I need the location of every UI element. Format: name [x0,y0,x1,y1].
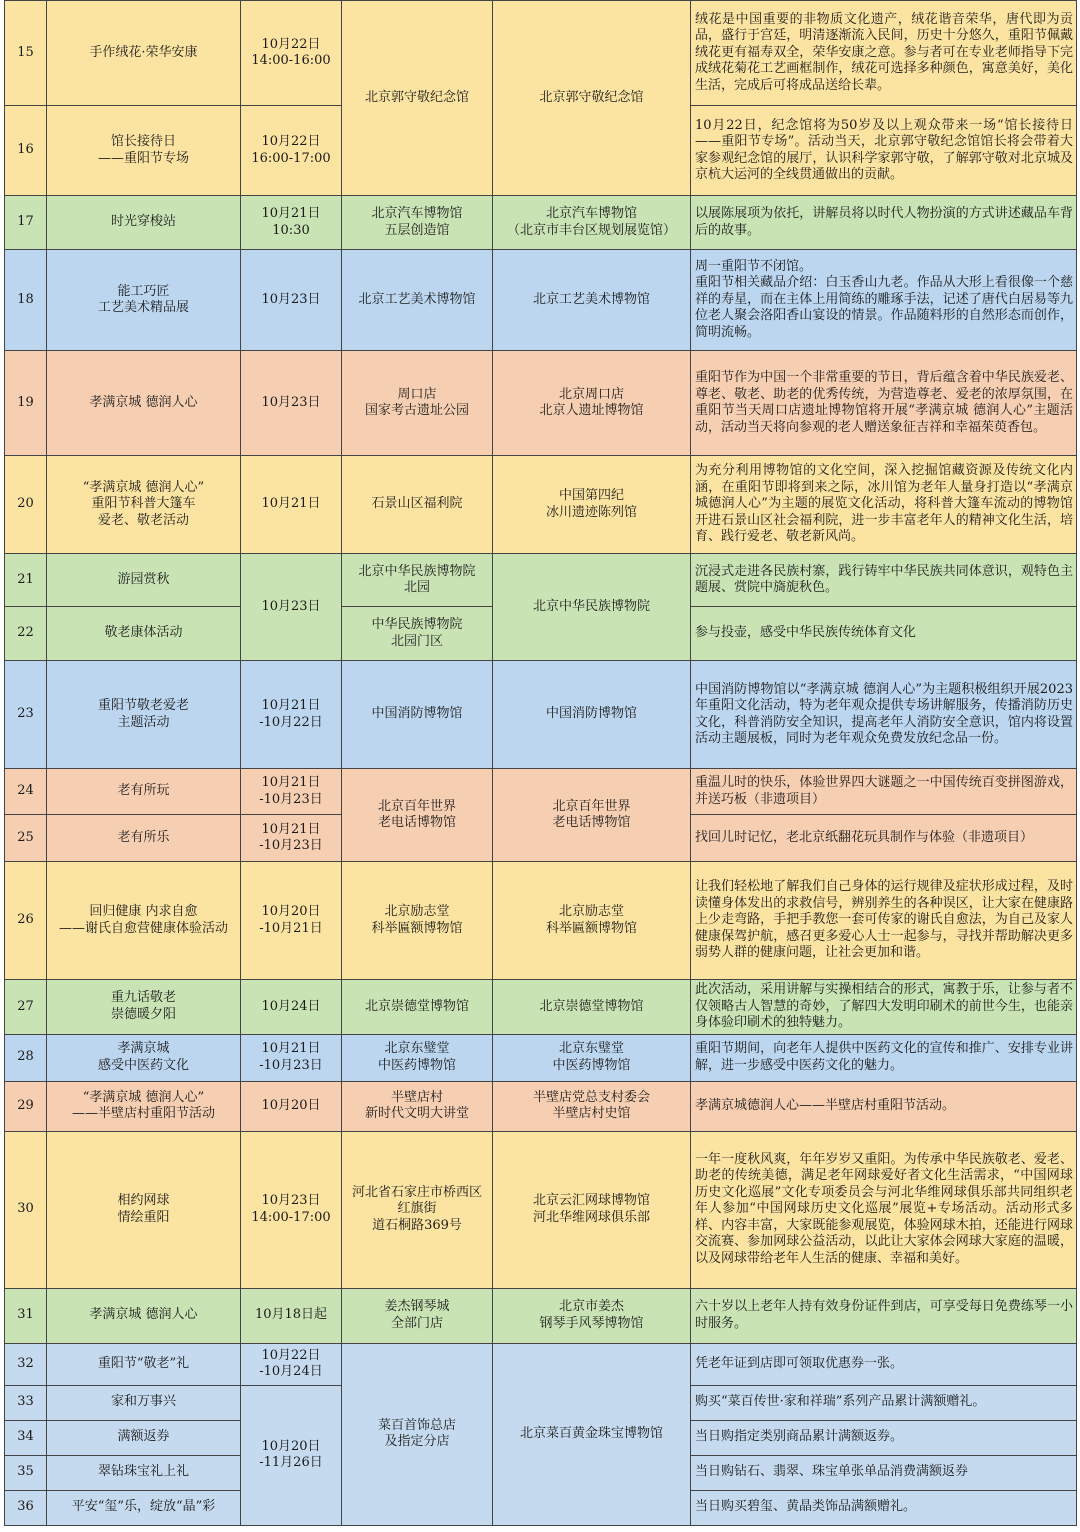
row-number: 20 [5,456,47,554]
activity-description: 重温儿时的快乐，体验世界四大谜题之一中国传统百变拼图游戏， 并送巧板（非遗项目） [691,769,1077,815]
table-row [5,1131,1077,1288]
activity-time: 10月21日 -10月23日 [241,815,342,862]
activity-table [4,0,1077,1526]
table-row [5,1,1077,106]
organizer: 中国第四纪 冰川遗迹陈列馆 [493,456,691,554]
activity-name: “孝满京城 德润人心” ——半壁店村重阳节活动 [47,1081,241,1131]
activity-name: 老有所玩 [47,769,241,815]
activity-place: 河北省石家庄市桥西区 红旗街 道石桐路369号 [342,1131,493,1288]
activity-time: 10月22日 16:00-17:00 [241,106,342,196]
row-number: 34 [5,1420,47,1455]
activity-place: 菜百首饰总店 及指定分店 [342,1343,493,1525]
activity-description: 六十岁以上老年人持有效身份证件到店，可享受每日免费练琴一小时服务。 [691,1288,1077,1343]
activity-time: 10月22日 14:00-16:00 [241,1,342,106]
activity-description: 当日购指定类别商品累计满额返券。 [691,1420,1077,1455]
row-number: 24 [5,769,47,815]
row-number: 25 [5,815,47,862]
table-row [5,554,1077,607]
table-row [5,196,1077,250]
activity-description: 中国消防博物馆以“孝满京城 德润人心”为主题积极组织开展2023年重阳文化活动，特为老年观众提供专场讲解服务，传播消防历史文化，科普消防安全知识，提高老年人消防安全意识，馆内将设置活动主题展板，同时为老年观众免费发放纪念品一份。 [691,661,1077,769]
organizer: 北京中华民族博物院 [493,554,691,661]
activity-name: 敬老康体活动 [47,607,241,661]
activity-description: 此次活动，采用讲解与实操相结合的形式，寓教于乐，让参与者不仅领略古人智慧的奇妙，了解四大发明印刷术的前世今生，也能亲身体验印刷术的独特魅力。 [691,980,1077,1035]
activity-place: 北京崇德堂博物馆 [342,980,493,1035]
activity-place: 北京百年世界 老电话博物馆 [342,769,493,862]
activity-time: 10月23日 [241,554,342,661]
row-number: 35 [5,1455,47,1490]
table-row [5,769,1077,815]
table-row [5,456,1077,554]
activity-name: 孝满京城 德润人心 [47,1288,241,1343]
table-row [5,250,1077,351]
activity-time: 10月21日 -10月22日 [241,661,342,769]
activity-time: 10月21日 [241,456,342,554]
table-row [5,980,1077,1035]
row-number: 22 [5,607,47,661]
activity-description: 重阳节作为中国一个非常重要的节日，背后蕴含着中华民族爱老、尊老、敬老、助老的优秀传统，为营造尊老、爱老的浓厚氛围，在重阳节当天周口店遗址博物馆将开展“孝满京城 德润人心”主题活动，活动当天将向参观的老人赠送象征吉祥和幸福茱萸香包。 [691,351,1077,456]
activity-name: 翠钻珠宝礼上礼 [47,1455,241,1490]
table-row [5,1081,1077,1131]
activity-place: 中华民族博物院 北园门区 [342,607,493,661]
row-number: 32 [5,1343,47,1385]
activity-place: 北京汽车博物馆 五层创造馆 [342,196,493,250]
row-number: 26 [5,862,47,980]
row-number: 28 [5,1034,47,1081]
activity-description: 为充分利用博物馆的文化空间，深入挖掘馆藏资源及传统文化内涵，在重阳节即将到来之际，冰川馆为老年人量身打造以“孝满京城德润人心”为主题的展览文化活动，将科普大篷车流动的博物馆开进石景山区社会福利院，进一步丰富老年人的精神文化生活，培育、践行爱老、敬老新风尚。 [691,456,1077,554]
activity-time: 10月23日 [241,351,342,456]
activity-place: 石景山区福利院 [342,456,493,554]
table-row [5,661,1077,769]
row-number: 33 [5,1385,47,1420]
activity-place: 周口店 国家考古遗址公园 [342,351,493,456]
activity-description: 一年一度秋风爽，年年岁岁又重阳。为传承中华民族敬老、爱老、助老的传统美德，满足老年网球爱好者文化生活需求，“中国网球历史文化巡展”文化专项委员会与河北华维网球俱乐部共同组织老年人参加“中国网球历史文化巡展”展览+专场活动。活动形式多样、内容丰富，大家既能参观展览，体验网球木拍，还能进行网球交流赛、参加网球公益活动，以此让大家体会网球大家庭的温暖，以及网球带给老年人生活的健康、幸福和美好。 [691,1131,1077,1288]
organizer: 北京工艺美术博物馆 [493,250,691,351]
activity-name: 时光穿梭站 [47,196,241,250]
row-number: 23 [5,661,47,769]
row-number: 27 [5,980,47,1035]
activity-time: 10月23日 14:00-17:00 [241,1131,342,1288]
activity-name: 孝满京城 感受中医药文化 [47,1034,241,1081]
organizer: 北京周口店 北京人遗址博物馆 [493,351,691,456]
activity-description: 沉浸式走进各民族村寨，践行铸牢中华民族共同体意识，观特色主题展、赏院中旖旎秋色。 [691,554,1077,607]
table-row [5,862,1077,980]
activity-name: 孝满京城 德润人心 [47,351,241,456]
activity-place: 北京工艺美术博物馆 [342,250,493,351]
activity-name: 回归健康 内求自愈 ——谢氏自愈营健康体验活动 [47,862,241,980]
activity-description: 参与投壶，感受中华民族传统体育文化 [691,607,1077,661]
organizer: 中国消防博物馆 [493,661,691,769]
activity-description: 以展陈展项为依托，讲解员将以时代人物扮演的方式讲述藏品车背后的故事。 [691,196,1077,250]
activity-description: 找回儿时记忆，老北京纸翻花玩具制作与体验（非遗项目） [691,815,1077,862]
organizer: 北京云汇网球博物馆 河北华维网球俱乐部 [493,1131,691,1288]
activity-description: 让我们轻松地了解我们自己身体的运行规律及症状形成过程，及时读懂身体发出的求救信号，辨别养生的各种误区，让大家在健康路上少走弯路，手把手教您一套可传家的谢氏自愈法，为自己及家人健康保驾护航，感召更多爱心人士一起参与，寻找并帮助解决更多弱势人群的健康问题，让社会更加和谐。 [691,862,1077,980]
activity-name: 能工巧匠 工艺美术精品展 [47,250,241,351]
activity-description: 周一重阳节不闭馆。 重阳节相关藏品介绍：白玉香山九老。作品从大形上看很像一个慈祥的寿星，而在主体上用简练的雕琢手法，记述了唐代白居易等九位老人聚会洛阳香山宴设的情景。作品随料形的自然形态而创作，简明流畅。 [691,250,1077,351]
activity-time: 10月20日 -11月26日 [241,1385,342,1525]
activity-time: 10月23日 [241,250,342,351]
activity-place: 姜杰钢琴城 全部门店 [342,1288,493,1343]
row-number: 29 [5,1081,47,1131]
activity-place: 北京郭守敬纪念馆 [342,1,493,196]
activity-name: 满额返券 [47,1420,241,1455]
table-row [5,1288,1077,1343]
activity-description: 绒花是中国重要的非物质文化遗产，绒花谐音荣华，唐代即为贡品，盛行于宫廷，明清逐渐流入民间，历史十分悠久，重阳节佩戴绒花更有福寿双全，荣华安康之意。参与者可在专业老师指导下完成绒花菊花工艺画框制作，绒花可选择多种颜色，寓意美好，美化生活，完成后可将成品送给长辈。 [691,1,1077,106]
organizer: 半壁店党总支村委会 半壁店村史馆 [493,1081,691,1131]
table-row [5,1343,1077,1385]
activity-description: 凭老年证到店即可领取优惠券一张。 [691,1343,1077,1385]
activity-place: 北京东璧堂 中医药博物馆 [342,1034,493,1081]
organizer: 北京百年世界 老电话博物馆 [493,769,691,862]
activity-description: 10月22日，纪念馆将为50岁及以上观众带来一场“馆长接待日——重阳节专场”。活动当天，北京郭守敬纪念馆馆长将会带着大家参观纪念馆的展厅，认识科学家郭守敬，了解郭守敬对北京城及京杭大运河的全线贯通做出的贡献。 [691,106,1077,196]
activity-time: 10月21日 10:30 [241,196,342,250]
row-number: 36 [5,1490,47,1525]
activity-place: 半壁店村 新时代文明大讲堂 [342,1081,493,1131]
activity-name: 重阳节“敬老”礼 [47,1343,241,1385]
activity-time: 10月22日 -10月24日 [241,1343,342,1385]
activity-name: “孝满京城 德润人心” 重阳节科普大篷车 爱老、敬老活动 [47,456,241,554]
activity-time: 10月24日 [241,980,342,1035]
activity-name: 游园赏秋 [47,554,241,607]
activity-time: 10月18日起 [241,1288,342,1343]
activity-name: 平安“玺”乐，绽放“晶”彩 [47,1490,241,1525]
table-row [5,351,1077,456]
activity-time: 10月21日 -10月23日 [241,769,342,815]
row-number: 19 [5,351,47,456]
organizer: 北京励志堂 科举匾额博物馆 [493,862,691,980]
row-number: 18 [5,250,47,351]
activity-time: 10月20日 -10月21日 [241,862,342,980]
activity-place: 中国消防博物馆 [342,661,493,769]
organizer: 北京菜百黄金珠宝博物馆 [493,1343,691,1525]
activity-description: 购买“菜百传世·家和祥瑞”系列产品累计满额赠礼。 [691,1385,1077,1420]
activity-description: 当日购买碧玺、黄晶类饰品满额赠礼。 [691,1490,1077,1525]
row-number: 15 [5,1,47,106]
activity-name: 馆长接待日 ——重阳节专场 [47,106,241,196]
activity-place: 北京励志堂 科举匾额博物馆 [342,862,493,980]
activity-name: 手作绒花·荣华安康 [47,1,241,106]
activity-time: 10月20日 [241,1081,342,1131]
activity-name: 家和万事兴 [47,1385,241,1420]
table-row [5,1034,1077,1081]
activity-description: 当日购钻石、翡翠、珠宝单张单品消费满额返券 [691,1455,1077,1490]
row-number: 16 [5,106,47,196]
activity-place: 北京中华民族博物院 北园 [342,554,493,607]
activity-time: 10月21日 -10月23日 [241,1034,342,1081]
activity-name: 重阳节敬老爱老 主题活动 [47,661,241,769]
organizer: 北京汽车博物馆 （北京市丰台区规划展览馆） [493,196,691,250]
row-number: 17 [5,196,47,250]
activity-description: 孝满京城德润人心——半壁店村重阳节活动。 [691,1081,1077,1131]
organizer: 北京郭守敬纪念馆 [493,1,691,196]
row-number: 30 [5,1131,47,1288]
row-number: 21 [5,554,47,607]
organizer: 北京崇德堂博物馆 [493,980,691,1035]
activity-description: 重阳节期间，向老年人提供中医药文化的宣传和推广、安排专业讲解，进一步感受中医药文化的魅力。 [691,1034,1077,1081]
organizer: 北京东璧堂 中医药博物馆 [493,1034,691,1081]
activity-name: 老有所乐 [47,815,241,862]
organizer: 北京市姜杰 钢琴手风琴博物馆 [493,1288,691,1343]
activity-name: 重九话敬老 崇德暖夕阳 [47,980,241,1035]
activity-name: 相约网球 情绘重阳 [47,1131,241,1288]
row-number: 31 [5,1288,47,1343]
